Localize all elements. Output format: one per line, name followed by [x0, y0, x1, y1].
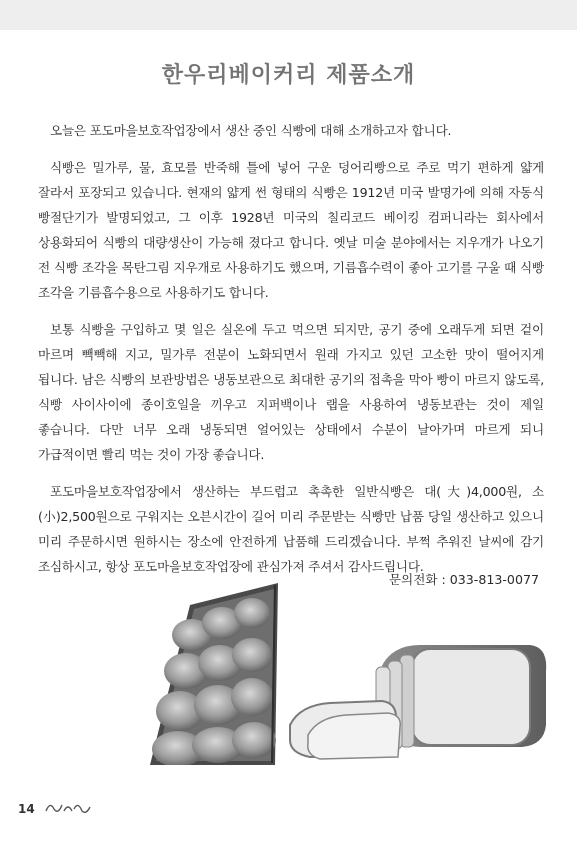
- contact-phone: 문의전화 : 033-813-0077: [388, 572, 539, 587]
- page-number: 14: [18, 802, 35, 816]
- magazine-logo: [44, 799, 94, 817]
- page-title: 한우리베이커리 제품소개: [161, 63, 416, 88]
- article-body: [38, 118, 544, 591]
- paragraph-history: 식빵은 밀가루, 물, 효모를 반죽해 틀에 넣어 구운 덩어리빵으로 주로 먹기 편하게 얇게 잘라서 포장되고 있습니다. 현재의 얇게 썬 형태의 식빵은 1912년 미국 발명가에 의해 자동식 빵절단기가 발명되었고, 그 이후 1928년 미국의 칠리코드 베이킹 컴퍼니라는 회사에서 상용화되어 식빵의 대량생산이 가능해 졌다고 합니다. 옛날 미술 분야에서는 지우개가 나오기 전 식빵 조각을 목탄그림 지우개로 사용하기도 했으며, 기름흡수력이 좋아 고기를 구울 때 식빵 조각을 기름흡수용으로 사용하기도 합니다.: [38, 160, 544, 300]
- paragraph-storage: 보통 식빵을 구입하고 몇 일은 실온에 두고 먹으면 되지만, 공기 중에 오래두게 되면 겉이 마르며 빽빽해 지고, 밀가루 전분이 노화되면서 원래 가지고 있던 고소한 맛이 떨어지게 됩니다. 남은 식빵의 보관방법은 냉동보관으로 최대한 공기의 접촉을 막아 빵이 마르지 않도록, 식빵 사이사이에 종이호일을 끼우고 지퍼백이나 랩을 사용하여 냉동보관는 것이 제일 좋습니다. 다만 너무 오래 냉동되면 얼어있는 상태에서 수분이 날아가며 마르게 되니 가급적이면 빨리 먹는 것이 가장 좋습니다.: [38, 322, 544, 462]
- top-header-band: [0, 0, 577, 30]
- bread-pan-photo: [150, 583, 278, 765]
- paragraph-intro: 오늘은 포도마을보호작업장에서 생산 중인 식빵에 대해 소개하고자 합니다.: [50, 123, 452, 138]
- paragraph-pricing: 포도마을보호작업장에서 생산하는 부드럽고 촉촉한 일반식빵은 대(大)4,000원, 소(小)2,500원으로 구워지는 오븐시간이 길어 미리 주문받는 식빵만 납품 당일 생산하고 있으니 미리 주문하시면 원하시는 장소에 안전하게 납품해 드리겠습니다. 부쩍 추워진 날씨에 감기 조심하시고, 항상 포도마을보호작업장에 관심가져 주셔서 감사드립니다.: [38, 484, 544, 574]
- product-photos: [150, 575, 550, 765]
- sliced-bread-photo: [290, 645, 546, 759]
